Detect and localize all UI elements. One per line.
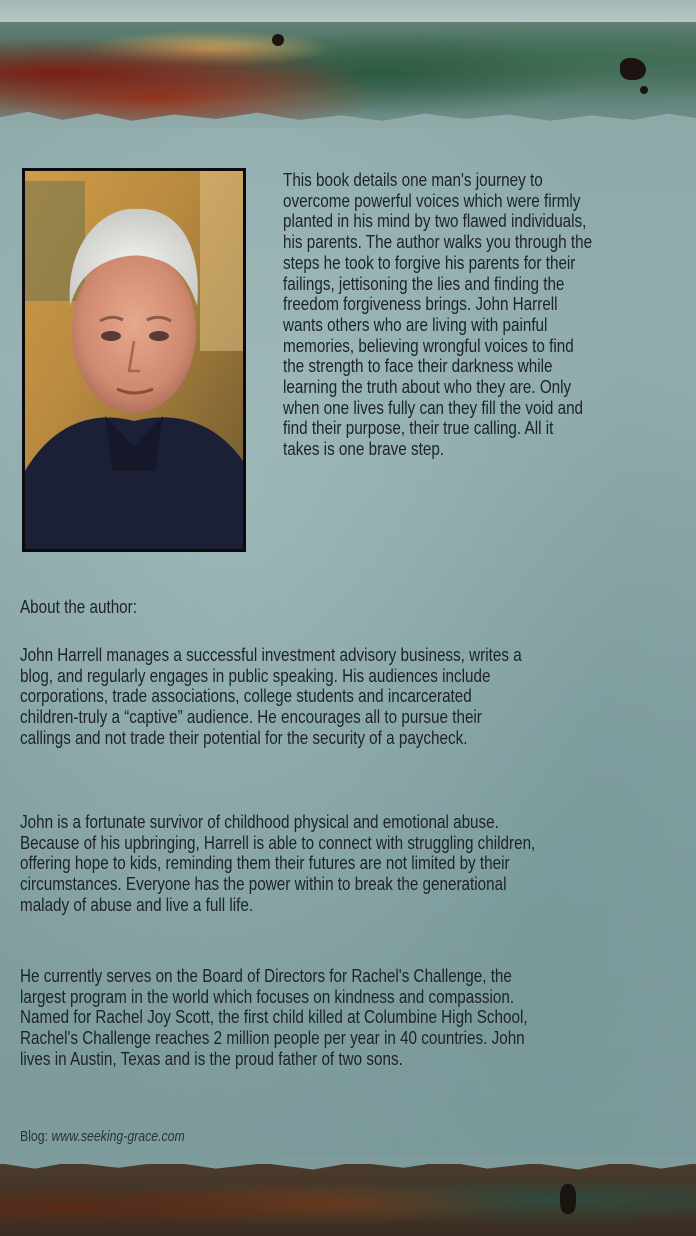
bio-line: circumstances. Everyone has the power within to break the generational bbox=[20, 873, 507, 895]
description-line: wants others who are living with painful bbox=[283, 313, 548, 335]
bio-line: Because of his upbringing, Harrell is able to connect with struggling children, bbox=[20, 831, 536, 853]
bio-paragraph-1 bbox=[20, 645, 676, 749]
description-line: memories, believing wrongful voices to find bbox=[283, 334, 574, 356]
blog-link[interactable]: www.seeking-grace.com bbox=[51, 1128, 185, 1145]
about-author-heading: About the author: bbox=[20, 596, 137, 617]
ink-splatter bbox=[272, 34, 284, 46]
bio-line: blog, and regularly engages in public speaking. His audiences include bbox=[20, 664, 491, 686]
description-line: learning the truth about who they are. Only bbox=[283, 376, 572, 398]
author-portrait bbox=[25, 171, 243, 549]
bio-line: He currently serves on the Board of Directors for Rachel's Challenge, the bbox=[20, 965, 512, 986]
bio-line: malady of abuse and live a full life. bbox=[20, 893, 254, 915]
bio-line: lives in Austin, Texas and is the proud father of two sons. bbox=[20, 1047, 403, 1069]
description-line: takes is one brave step. bbox=[283, 438, 445, 460]
bio-paragraph-3 bbox=[20, 966, 676, 1070]
bio-line: Rachel's Challenge reaches 2 million people per year in 40 countries. John bbox=[20, 1027, 525, 1049]
description-line: the strength to face their darkness while bbox=[283, 355, 553, 377]
bio-line: Named for Rachel Joy Scott, the first child killed at Columbine High School, bbox=[20, 1006, 528, 1028]
bio-line: largest program in the world which focuses on kindness and compassion. bbox=[20, 985, 515, 1007]
description-line: overcome powerful voices which were firmly bbox=[283, 189, 581, 211]
description-line: This book details one man's journey to bbox=[283, 169, 543, 190]
blog-line bbox=[20, 1128, 185, 1146]
bottom-grunge-border bbox=[0, 1164, 696, 1236]
ink-splatter bbox=[560, 1184, 576, 1214]
description-line: freedom forgiveness brings. John Harrell bbox=[283, 293, 558, 315]
blog-label: Blog: bbox=[20, 1128, 49, 1145]
book-description bbox=[283, 170, 660, 460]
description-line: planted in his mind by two flawed individuals, bbox=[283, 210, 587, 232]
author-photo-frame bbox=[22, 168, 246, 552]
bio-line: John is a fortunate survivor of childhood physical and emotional abuse. bbox=[20, 811, 499, 832]
description-line: find their purpose, their true calling. All it bbox=[283, 417, 554, 439]
bio-line: callings and not trade their potential for the security of a paycheck. bbox=[20, 726, 468, 748]
bio-paragraph-2 bbox=[20, 812, 676, 916]
top-grunge-border bbox=[0, 0, 696, 122]
ink-splatter bbox=[640, 86, 648, 94]
description-line: when one lives fully can they fill the void and bbox=[283, 396, 584, 418]
bio-line: John Harrell manages a successful investment advisory business, writes a bbox=[20, 644, 522, 665]
bio-line: offering hope to kids, reminding them their futures are not limited by their bbox=[20, 852, 510, 874]
author-photo bbox=[25, 171, 243, 549]
bio-line: corporations, trade associations, college students and incarcerated bbox=[20, 685, 472, 707]
bio-line: children-truly a “captive” audience. He encourages all to pursue their bbox=[20, 706, 482, 728]
description-line: his parents. The author walks you through the bbox=[283, 231, 593, 253]
description-line: steps he took to forgive his parents for their bbox=[283, 251, 576, 273]
description-line: failings, jettisoning the lies and finding the bbox=[283, 272, 565, 294]
ink-splatter bbox=[620, 58, 646, 80]
